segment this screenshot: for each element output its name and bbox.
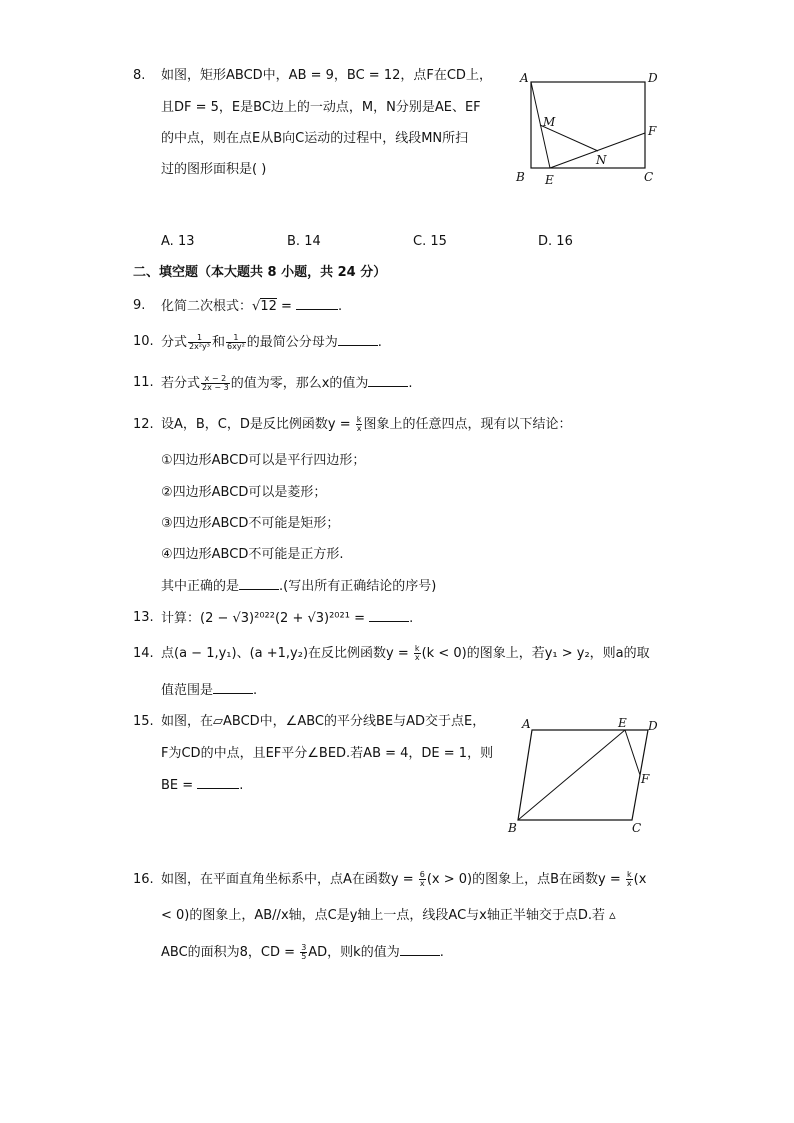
q16-line1: 如图，在平面直角坐标系中，点A在函数y = $\frac{6}{x}$ (x > 0)的图象上，点B在函数y = $\frac{k}{x}$ (x: [161, 870, 647, 888]
q12-ask: 其中正确的是 .(写出所有正确结论的序号): [161, 579, 437, 594]
q15-number: 15.: [133, 714, 154, 729]
q9-number: 9.: [133, 298, 146, 313]
q12-stem: 设A，B，C，D是反比例函数y = $\frac{k}{x}$ 图象上的任意四点，现有以下结论：: [161, 415, 572, 433]
q8-label-b: B: [516, 170, 525, 184]
q8-option-b[interactable]: B. 14: [287, 234, 321, 249]
q8-label-n: N: [596, 153, 607, 167]
q12-item-3: ③四边形ABCD不可能是矩形；: [161, 516, 340, 531]
q12-number: 12.: [133, 417, 154, 432]
q9-answer-blank[interactable]: [296, 297, 338, 310]
q15-label-c: C: [632, 821, 642, 835]
q8-line1: 如图，矩形ABCD中，AB = 9，BC = 12，点F在CD上，: [161, 68, 492, 83]
q15-label-a: A: [522, 717, 531, 731]
q12-item-2: ②四边形ABCD可以是菱形；: [161, 485, 327, 500]
q10-answer-blank[interactable]: [338, 333, 378, 346]
q15-label-b: B: [508, 821, 517, 835]
q8-label-e: E: [545, 173, 554, 187]
q8-line4: 过的图形面积是( ): [161, 162, 267, 177]
q16-number: 16.: [133, 872, 154, 887]
q15-line2: F为CD的中点，且EF平分∠BED.若AB = 4，DE = 1，则: [161, 746, 494, 761]
q16-line2: < 0)的图象上，AB//x轴，点C是y轴上一点，线段AC与x轴正半轴交于点D.若 ▵: [161, 908, 616, 923]
q8-option-a[interactable]: A. 13: [161, 234, 195, 249]
q8-number: 8.: [133, 68, 146, 83]
q14-answer-blank[interactable]: [213, 681, 253, 694]
q15-label-e: E: [618, 716, 627, 730]
q8-label-f: F: [648, 124, 657, 138]
q8-label-a: A: [520, 71, 529, 85]
sqrt-icon: √: [252, 299, 261, 314]
q11-answer-blank[interactable]: [368, 374, 408, 387]
q13-number: 13.: [133, 610, 154, 625]
q11-text: 若分式 $\frac{x - 2}{2x - 3}$ 的值为零，那么x的值为 .: [161, 374, 413, 392]
q15-label-f: F: [641, 772, 650, 786]
q13-text: 计算：(2 − √3)²⁰²²(2 + √3)²⁰²¹ = .: [161, 611, 414, 626]
q14-number: 14.: [133, 646, 154, 661]
q14-line1: 点(a − 1,y₁)、(a +1,y₂)在反比例函数y = $\frac{k}{x}$ (k < 0)的图象上，若y₁ > y₂，则a的取: [161, 644, 650, 662]
q10-text: 分式 $\frac{1}{\text{2x²y³}}$ 和 $\frac{1}{\text{6xy²}}$ 的最简公分母为 .: [161, 333, 382, 351]
q11-number: 11.: [133, 375, 154, 390]
q13-answer-blank[interactable]: [369, 609, 409, 622]
section-title: 二、填空题（本大题共 8 小题，共 24 分）: [133, 265, 387, 280]
q8-line2: 且DF = 5，E是BC边上的一动点，M，N分别是AE、EF: [161, 100, 481, 115]
q12-item-1: ①四边形ABCD可以是平行四边形；: [161, 453, 366, 468]
q15-answer-blank[interactable]: [197, 776, 239, 789]
q15-line3: BE = .: [161, 778, 244, 793]
q8-label-d: D: [648, 71, 658, 85]
q10-number: 10.: [133, 334, 154, 349]
q8-rectangle-figure: [510, 66, 670, 190]
q8-option-c[interactable]: C. 15: [413, 234, 447, 249]
q8-label-m: M: [543, 115, 556, 129]
q14-line2: 值范围是 .: [161, 683, 258, 698]
q8-line3: 的中点，则在点E从B向C运动的过程中，线段MN所扫: [161, 131, 469, 146]
q16-answer-blank[interactable]: [400, 943, 440, 956]
q16-line3: ABC的面积为8，CD = $\frac{3}{5}$ AD，则k的值为 .: [161, 943, 444, 961]
q15-label-d: D: [648, 719, 658, 733]
q15-parallelogram-figure: [500, 712, 670, 840]
q8-label-c: C: [644, 170, 654, 184]
q12-item-4: ④四边形ABCD不可能是正方形.: [161, 547, 344, 562]
q9-text: 化简二次根式：√12 = .: [161, 299, 343, 314]
q12-answer-blank[interactable]: [239, 577, 279, 590]
q15-line1: 如图，在▱ABCD中，∠ABC的平分线BE与AD交于点E，: [161, 714, 486, 729]
q8-option-d[interactable]: D. 16: [538, 234, 573, 249]
